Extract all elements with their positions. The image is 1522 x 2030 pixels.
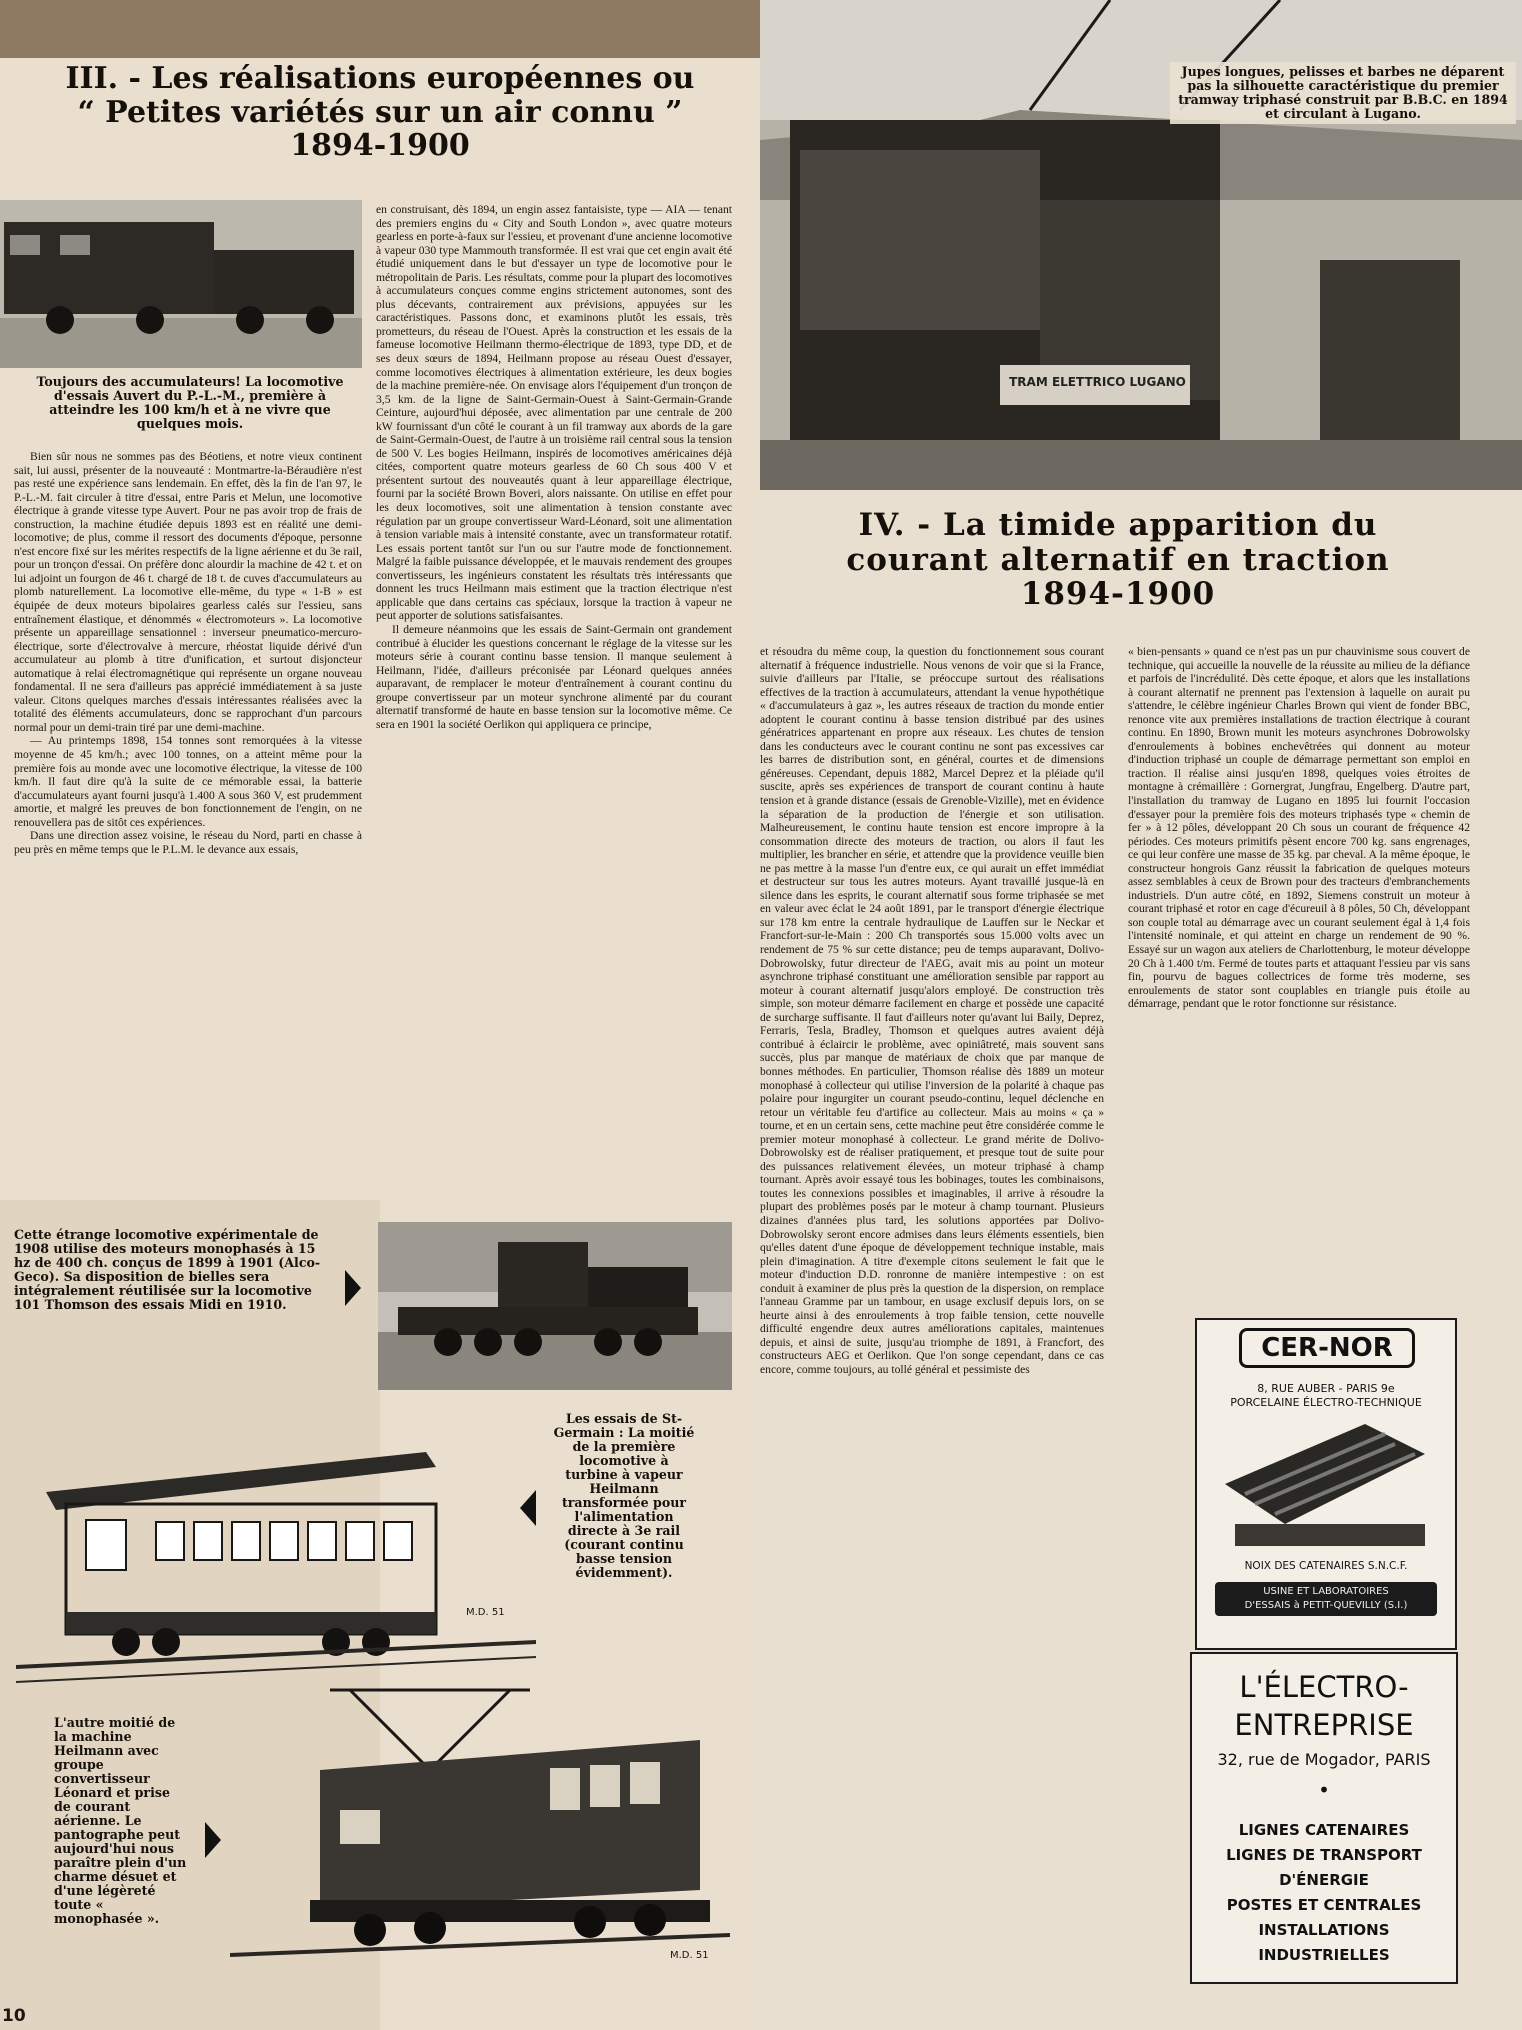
column-4 — [1128, 645, 1470, 1337]
column-2-paragraph: Il demeure néanmoins que les essais de Saint-Germain ont grandement contribué à élucider les questions concernant le réglage de la vitesse sur les moteurs série à courant continu basse tension. Il manque seulement à Heilmann, l'idée, d'ailleurs préconisée par Léonard quelques années auparavant, de remplacer le moteur d'entraînement à courant continu du groupe convertisseur par un moteur synchrone alimenté par du courant alternatif transformé de haute en basse tension sur la locomotive même. Ce sera en 1901 la société Oerlikon qui appliquera ce principe, — [376, 622, 732, 731]
cer-nor-factory: USINE ET LABORATOIRES D'ESSAIS à PETIT-QUEVILLY (S.I.) — [1215, 1582, 1437, 1616]
electro-entreprise-advertisement — [1190, 1652, 1458, 1984]
column-2 — [376, 203, 732, 1211]
caption-pointer-right — [345, 1270, 361, 1306]
st-germain-drawing-caption: Les essais de St-Germain : La moitié de la première locomotive à turbine à vapeur Heilmann transformée pour l'alimentation directe à 3e rail (courant continu basse tension évidemment). — [553, 1411, 695, 1580]
page-number: 10 — [2, 2006, 26, 2026]
column-3 — [760, 645, 1104, 1991]
column-1-paragraph: — Au printemps 1898, 154 tonnes sont remorquées à la vitesse moyenne de 45 km/h.; avec 100 tonnes, on a atteint même pour la première fois au monde avec une locomotive électrique, la vitesse de 100 km/h. Il faut dire qu'à la suite de ce mémorable essai, la batterie d'accumulateurs ayant fourni jusqu'à 1.400 A sous 360 V, est prudemment amortie, et malgré les preuves de bon fonctionnement de l'engin, on ne renouvellera pas de sitôt ces expériences. — [14, 734, 362, 829]
experimental-locomotive-caption: Cette étrange locomotive expérimentale de 1908 utilise des moteurs monophasés à 15 hz de 400 ch. conçus de 1899 à 1901 (Alco-Geco). Sa disposition de bielles sera intégralement réutilisée sur la locomotive 101 Thomson des essais Midi en 1910. — [14, 1227, 321, 1312]
column-1-paragraph: Bien sûr nous ne sommes pas des Béotiens, et notre vieux continent sait, lui aussi, présenter de la nouveauté : Montmartre-la-Béraudière n'est pas resté une expérience sans lendemain. En effet, dès la fin de l'an 97, le P.-L.-M. fait circuler à titre d'essai, entre Paris et Melun, une locomotive électrique à grande vitesse type Auvert. Pour ne pas avoir trop de frais de construction, la machine étudiée depuis 1893 est en réalité une demi-locomotive; de plus, comme il ressort des documents d'époque, personne n'est encore fixé sur les mérites respectifs de la ligne aérienne et du 3e rail, pour un tronçon d'essai. On préfère donc alourdir la machine de 42 t. et on lui adjoint un fourgon de 46 t. chargé de 18 t. de cuves d'accumulateurs au plomb naturellement. La locomotive elle-même, du type « 1-B » est équipée de deux moteurs bipolaires gearless calés sur l'essieu, sans entraînement élastique, et dénommés « électromoteurs ». La locomotive présente un appareillage sensationnel : inverseur pneumatico-mercuro-électrique, sorte d'électrovalve à mercure, rhéostat liquide dérivé d'un accumulateur au plomb à titre d'unification, et surtout disjoncteur automatique à relai électromagnétique qui représente un organe nouveau fondamental. Il ne sera d'ailleurs pas apprécié immédiatement à sa juste valeur. Citons quelques marches d'essais intéressantes réalisées avec la totalité des éléments accumulateurs, donc se rapprochant d'un parcours normal pour un demi-train tiré par une demi-machine. — [14, 450, 362, 734]
cer-nor-logo: CER-NOR — [1239, 1328, 1415, 1368]
column-1-paragraph: Dans une direction assez voisine, le réseau du Nord, parti en chasse à peu près en même temps que le P.L.M. le devance aux essais, — [14, 829, 362, 856]
electro-entreprise-services: LIGNES CATENAIRES LIGNES DE TRANSPORT D'ÉNERGIE POSTES ET CENTRALES INSTALLATIONS INDUSTRIELLES — [1226, 1821, 1422, 1964]
heilmann-second-half-drawing — [230, 1650, 730, 1980]
bullet-divider: • — [1318, 1778, 1330, 1802]
caption-pointer-left — [520, 1490, 536, 1526]
insulator-clamp-image — [1215, 1414, 1437, 1554]
article-iv-title: IV. - La timide apparition du courant alternatif en traction 1894-1900 — [846, 507, 1390, 613]
artist-signature: M.D. 51 — [670, 1950, 709, 1961]
cer-nor-address: 8, RUE AUBER - PARIS 9e — [1257, 1382, 1395, 1395]
auvert-photo-caption: Toujours des accumulateurs! La locomotive d'essais Auvert du P.-L.-M., première à atteindre les 100 km/h et à ne vivre que quelques mois. — [36, 374, 344, 431]
cer-nor-product: NOIX DES CATENAIRES S.N.C.F. — [1244, 1560, 1408, 1572]
lugano-tram-photo — [760, 0, 1522, 490]
cer-nor-advertisement — [1195, 1318, 1457, 1650]
artist-signature: M.D. 51 — [466, 1607, 505, 1618]
tram-sign: TRAM ELETTRICO LUGANO — [1009, 375, 1186, 389]
heilmann-first-half-drawing — [16, 1392, 536, 1692]
caption-pointer-right — [205, 1822, 221, 1858]
article-iii-title: III. - Les réalisations européennes ou “ Petites variétés sur un air connu ” 1894-1900 — [65, 61, 695, 164]
column-2-paragraph: en construisant, dès 1894, un engin assez fantaisiste, type — AIA — tenant des premiers engins du « City and South London », avec quatre moteurs gearless en porte-à-faux sur l'essieu, et provenant d'une ancienne locomotive à vapeur 030 type Mammouth transformée. Il est vrai que cet engin avait été étudié uniquement dans le but d'essayer un type de locomotive pour le métropolitain de Paris. Les résultats, comme pour la plupart des locomotives à accumulateurs conçues comme engins strictement autonomes, sont des plus décevants, contrairement aux prévisions, appuyées sur les caractéristiques. Passons donc, et examinons plutôt les essais, très prometteurs, du réseau de l'Ouest. Après la construction et les essais de la fameuse locomotive Heilmann thermo-électrique de 1893, type DD, et de ses deux sœurs de 1894, Heilmann propose au réseau Ouest d'essayer, comme locomotives électriques à alimentation extérieure, les deux bogies de la machine première-née. On envisage alors l'équipement d'un tronçon de 3,5 km. de la ligne de Saint-Germain-Ouest à Saint-Germain-Grande Ceinture, aujourd'hui déposée, avec alimentation par une centrale de 200 kW fournissant d'un côté le courant à un fil tramway aux abords de la gare de Saint-Germain-Ouest, de l'autre à un troisième rail central sous la tension de 500 V. Les bogies Heilmann, inspirés de locomotives américaines déjà citées, comportent quatre moteurs gearless de 60 Ch sous 400 V et présentent surtout des nouveautés quant à leur appareillage électrique, fourni par la société Brown Boveri, alors naissante. On utilise en effet pour les deux locomotives, soit une alimentation à tension constante avec régulation par un groupe convertisseur Ward-Léonard, soit une alimentation à tension variable mais à intensité constante, avec un transformateur rotatif. Les essais portent tantôt sur l'un ou sur l'autre mode de fonctionnement. Malgré la faible puissance développée, et le mauvais rendement des groupes convertisseurs, les ingénieurs constatent les résultats très intéressants que donnent les trucs Heilmann mais estiment que la traction électrique n'est applicable que dans certains cas spéciaux, lorsque la traction à vapeur ne peut apporter de solutions satisfaisantes. — [376, 203, 732, 623]
heilmann-second-half-caption: L'autre moitié de la machine Heilmann avec groupe convertisseur Léonard et prise de courant aérienne. Le pantographe peut aujourd'hui nous paraître plein d'un charme désuet et d'une légèreté toute « monophasée ». — [54, 1715, 187, 1926]
column-1 — [14, 450, 362, 1212]
column-3-paragraph: et résoudra du même coup, la question du fonctionnement sous courant alternatif à fréquence industrielle. Nous venons de voir que si la France, suivie d'ailleurs par l'Italie, se préoccupe surtout des réalisations effectives de la traction à accumulateurs, attendant la venue hypothétique « d'accumulateurs à gaz », les autres réseaux de traction du monde entier adoptent le courant continu à basse tension distribué par des usines génératrices appartenant en propre aux réseaux. Les chutes de tension dans les conducteurs avec le courant continu ne sont pas excessives car les barres de distribution sont, en général, courtes et de dimensions généreuses. Cependant, depuis 1882, Marcel Deprez et la pléiade qu'il suscite, après ses expériences de transport de courant continu à haute tension et à grande distance (essais de Grenoble-Vizille), met en évidence la séparation de la production de l'énergie et son utilisation. Malheureusement, le continu haute tension est encore impropre à la consommation directe des moteurs de traction, ou alors il faut les multiplier, les brancher en série, et attendre que la providence veuille bien ne pas mettre à la masse l'un d'entre eux, ce qui aurait un effet immédiat et destructeur sur tous les autres moteurs. Ayant travaillé jusque-là en silence dans les esprits, le courant alternatif sous forme triphasée se met en valeur avec éclat le 24 août 1891, par le transport d'énergie électrique sur 178 km entre la centrale hydraulique de Lauffen sur le Neckar et Francfort-sur-le-Main : 200 Ch transportés sous 15.000 volts avec un rendement de 75 % sur cette distance; peu de temps auparavant, Dolivo-Dobrowolsky, futur directeur de l'AEG, avait mis au point un moteur asynchrone triphasé constituant une amélioration sensible par rapport au moteur à courant alternatif jusqu'alors employé. De construction très simple, son moteur démarre facilement en charge et possède une capacité de surcharge suffisante. Il faut d'ailleurs noter qu'avant lui Baily, Deprez, Ferraris, Tesla, Bradley, Thomson et quelques autres avaient déjà contribué à éclaircir le problème, avec opiniâtreté, mais souvent sans succès, plus par manque de matériaux de choix que par manque de bonnes méthodes. En particulier, Thomson réalise dès 1889 un moteur monophasé à collecteur qui utilise l'inversion de la polarité à chaque pas polaire pour ingurgiter un courant pseudo-continu, lequel déclenche en retour un véritable feu d'artifice au collecteur. Mais au moins « ça » tourne, et en un certain sens, cette machine peut être considérée comme le premier moteur monophasé à collecteur. Le grand mérite de Dolivo-Dobrowolsky est de réaliser pratiquement, et presque tout de suite pour des puissances relativement élevées, un moteur triphasé à champ tournant. Après avoir essayé tous les bobinages, toutes les combinaisons, toutes les connexions possibles et imaginables, il arrive à résoudre la plupart des problèmes posés par le moteur à champ tournant. Plusieurs dizaines d'années plus tard, les solutions apportées par Dolivo-Dobrowolsky seront encore admises dans leurs éléments essentiels, bien qu'elles datent d'une époque de développement technique instable, mais plein d'imagination. A titre d'exemple citons seulement le fait que le moteur d'induction D.D. ronronne de manière intempestive : on est conduit à examiner de plus près la question de la dispersion, on remplace l'anneau Gramme par un tambour, en usage exclusif depuis lors, on se heurte ainsi à des enroulements à trop faible tension, cette nouvelle difficulté engendre deux autres améliorations capitales, maintenues depuis, et ainsi de suite, jusqu'au triomphe de 1891, à Francfort, des constructeurs AEG et Oerlikon. Que l'on songe cependant, dans ce cas encore, comme toujours, au tollé général et pessimiste des — [760, 645, 1104, 1376]
lugano-tram-caption: Jupes longues, pelisses et barbes ne déparent pas la silhouette caractéristique du premier tramway triphasé construit par B.B.C. en 1894 et circulant à Lugano. — [1170, 62, 1516, 124]
electro-entreprise-address: 32, rue de Mogador, PARIS — [1217, 1750, 1431, 1769]
experimental-locomotive-photo — [378, 1222, 732, 1390]
cer-nor-tagline: PORCELAINE ÉLECTRO-TECHNIQUE — [1230, 1396, 1422, 1409]
column-4-paragraph: « bien-pensants » quand ce n'est pas un pur chauvinisme sous couvert de technique, qui accueille la nouvelle de la réussite au milieu de la défiance et parfois de l'incrédulité. Dès cette époque, et alors que les installations à courant alternatif ne prennent pas l'extension à laquelle on aurait pu s'attendre, le célèbre ingénieur Charles Brown qui vient de fonder BBC, renonce vite aux premières installations de traction électrique à courant continu. En 1890, Brown munit les moteurs asynchrones Dobrowolsky d'enroulements à bobines enchevêtrées qui donnent au moteur d'induction triphasé un couple de démarrage permettant son emploi en traction. Il réalise ainsi jusqu'en 1898, quelques voies étroites de montagne à crémaillère : Gornergrat, Jungfrau, Engelberg. D'autre part, l'installation du tramway de Lugano en 1895 lui fournit l'occasion d'essayer pour la première fois des moteurs triphasés type « chemin de fer » à 12 pôles, développant 20 Ch sous un courant de fréquence 42 périodes. Ces moteurs primitifs pèsent encore 700 kg. sans engrenages, ce qui leur confère une masse de 35 kg. par cheval. A la même époque, le constructeur hongrois Ganz réussit la fabrication de quelques moteurs assez semblables à ceux de Brown pour des tracteurs d'embranchements industriels. D'un autre côté, en 1892, Siemens construit un moteur à courant triphasé et rotor en cage d'écureuil à 8 pôles, 50 Ch, développant son couple total au démarrage avec un courant seulement égal à 1,4 fois l'intensité nominale, et qui atteint en charge un rendement de 90 %. Essayé sur un wagon aux ateliers de Charlottenburg, le moteur développe 20 Ch à 1.400 t/m. Fermé de toutes parts et attaquant l'essieu par vis sans fin, pourvu de bagues collectrices de forme très moderne, ses enroulements de stator sont couplables en triangle puis étoile au démarrage, pendant que le rotor fonctionne sur résistance. — [1128, 645, 1470, 1011]
electro-entreprise-brand: L'ÉLECTRO- ENTREPRISE — [1234, 1670, 1414, 1742]
auvert-locomotive-photo — [0, 200, 362, 368]
